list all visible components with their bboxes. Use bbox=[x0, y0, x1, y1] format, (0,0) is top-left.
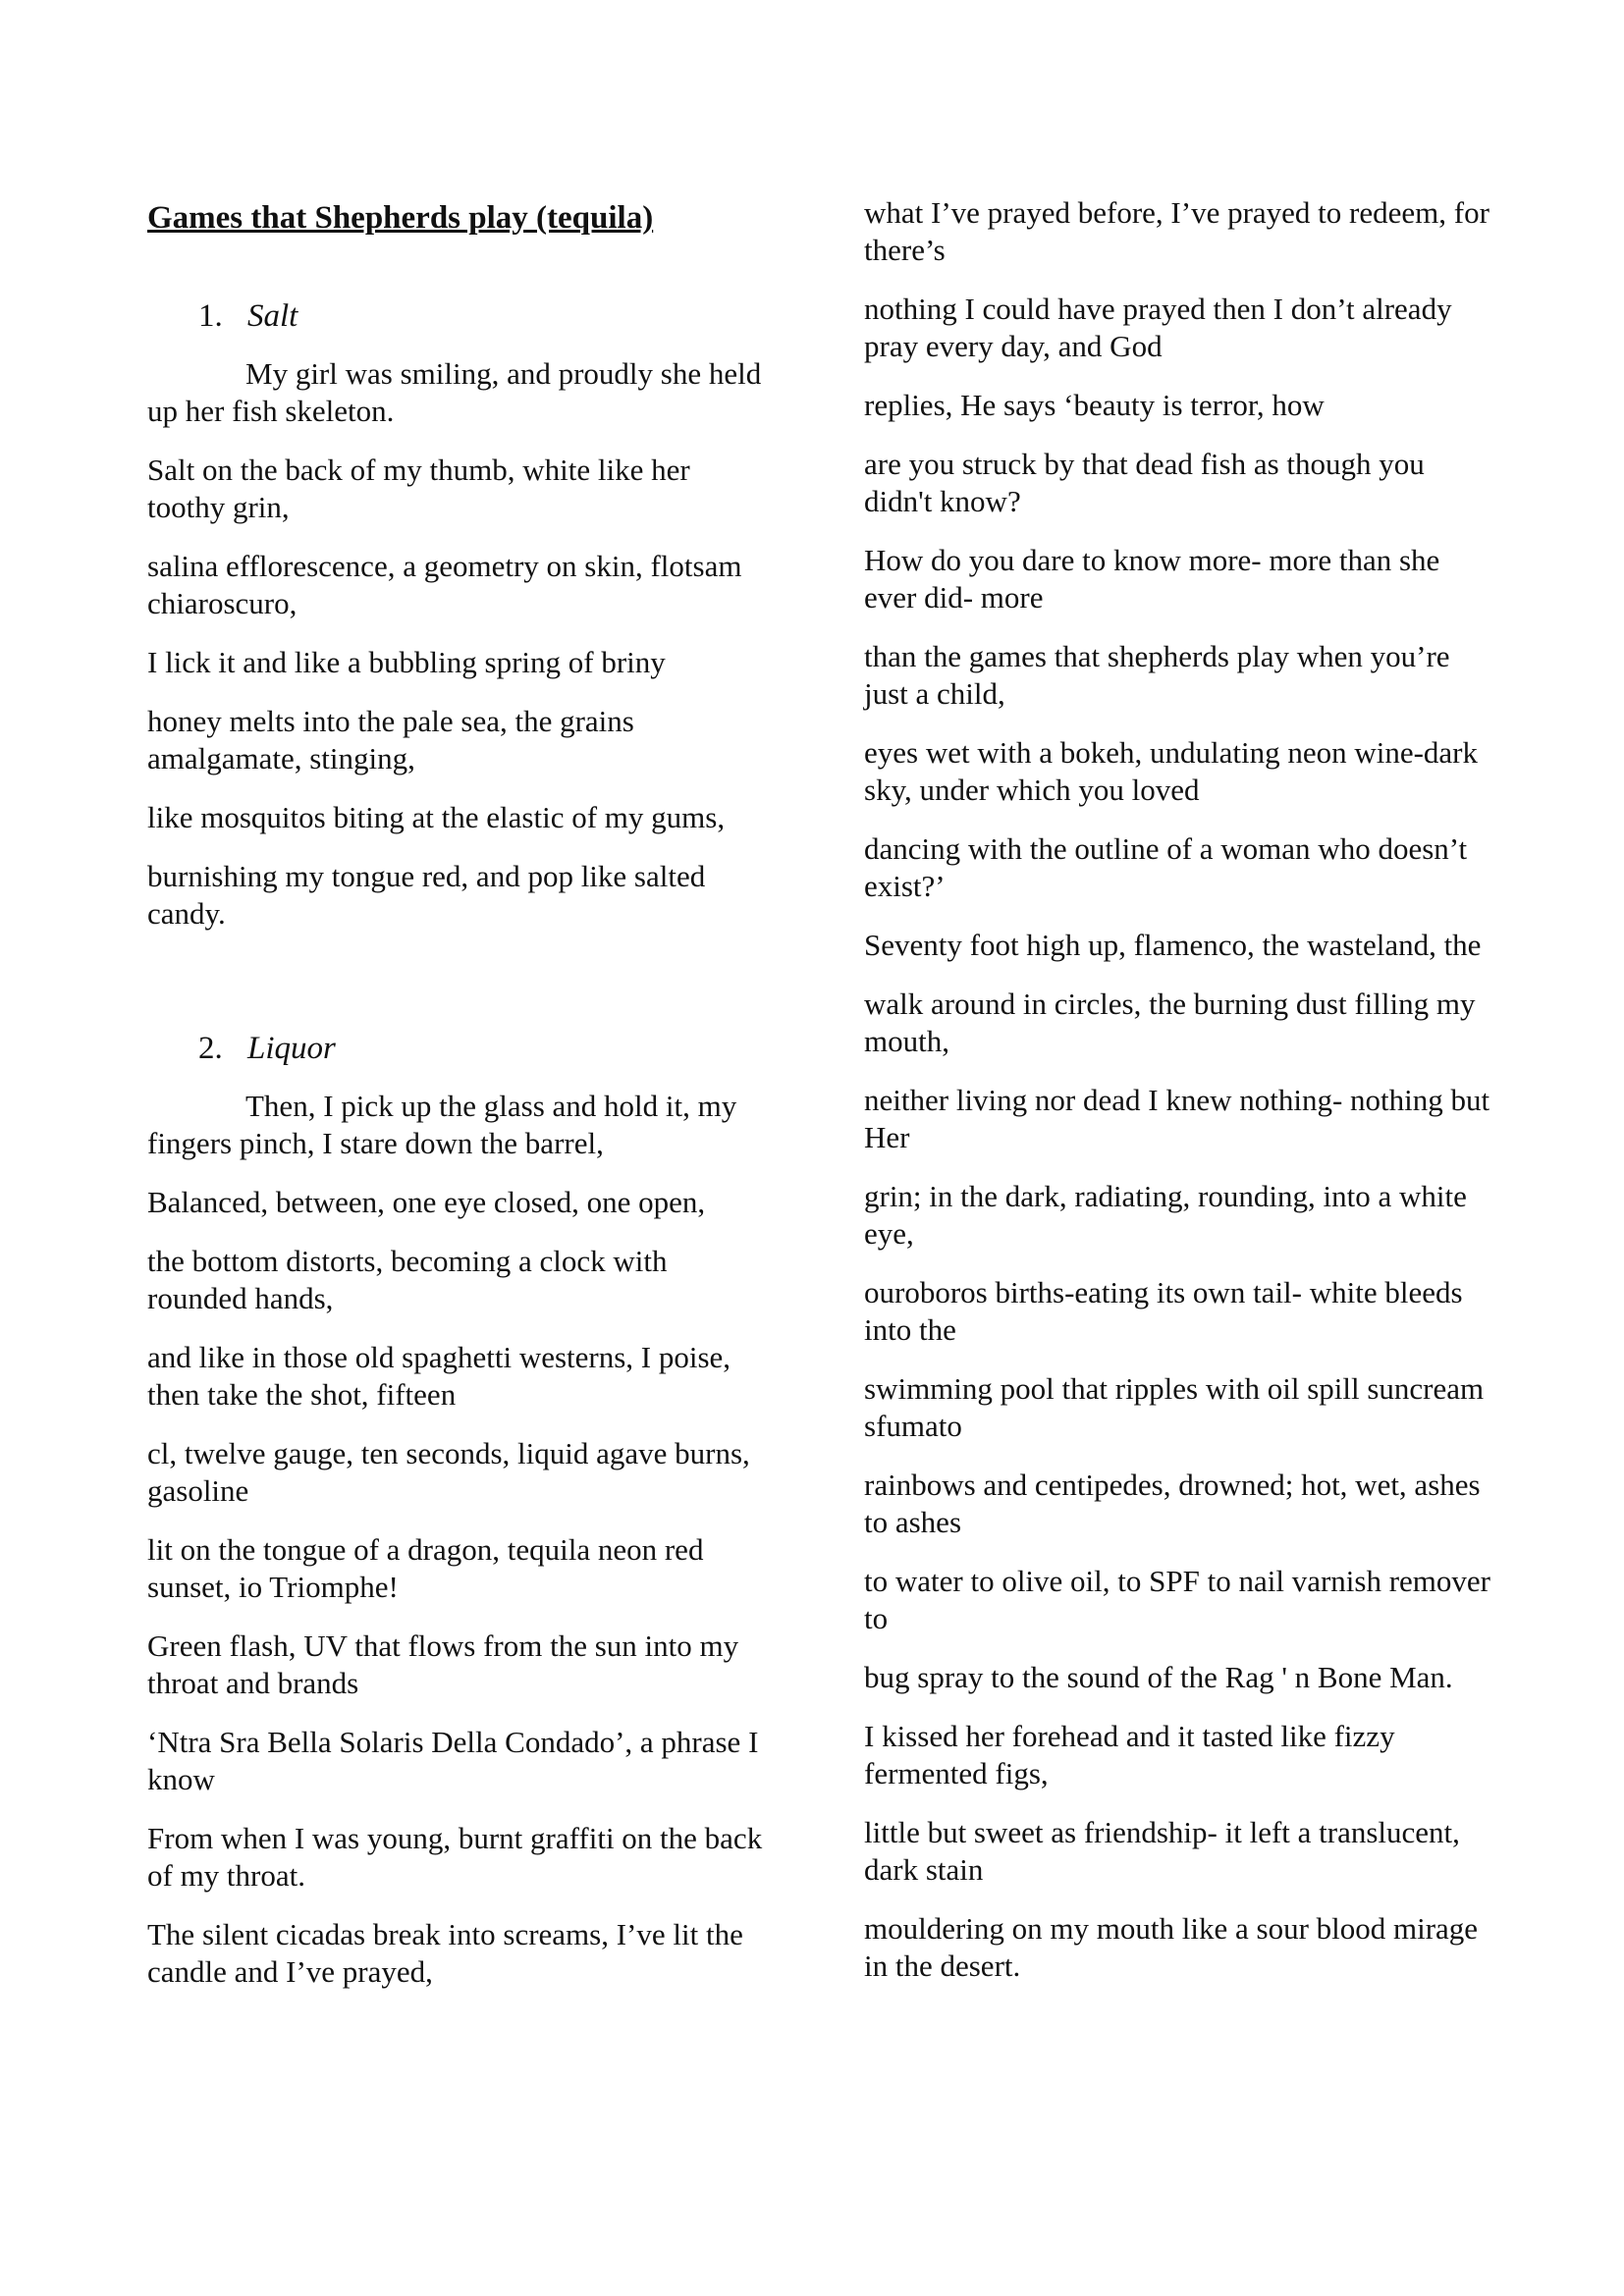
stanza-line: salina efflorescence, a geometry on skin, flotsam chiaroscuro, bbox=[147, 549, 742, 620]
stanza-line: nothing I could have prayed then I don’t already pray every day, and God bbox=[864, 292, 1452, 363]
poem-title: Games that Shepherds play (tequila) bbox=[147, 200, 654, 236]
stanza-line: than the games that shepherds play when you’re just a child, bbox=[864, 639, 1450, 711]
spacer bbox=[147, 954, 766, 1029]
stanza-line: like mosquitos biting at the elastic of my gums, bbox=[147, 800, 726, 834]
stanza-line: and like in those old spaghetti westerns, I poise, then take the shot, fifteen bbox=[147, 1340, 731, 1412]
stanza-line: the bottom distorts, becoming a clock with rounded hands, bbox=[147, 1244, 668, 1315]
section-heading-salt bbox=[147, 296, 766, 336]
stanza-line: Seventy foot high up, flamenco, the wasteland, the bbox=[864, 928, 1482, 962]
stanza-line: what I’ve prayed before, I’ve prayed to redeem, for there’s bbox=[864, 195, 1489, 267]
stanza-line: Salt on the back of my thumb, white like her toothy grin, bbox=[147, 453, 690, 524]
spacer bbox=[147, 336, 766, 355]
stanza-line: honey melts into the pale sea, the grains amalgamate, stinging, bbox=[147, 704, 634, 775]
stanza-line: ouroboros births-eating its own tail- white bleeds into the bbox=[864, 1275, 1463, 1347]
section-heading-liquor bbox=[147, 1029, 766, 1068]
stanza-line: are you struck by that dead fish as though you didn't know? bbox=[864, 447, 1425, 518]
stanza-line: replies, He says ‘beauty is terror, how bbox=[864, 388, 1325, 422]
stanza-line: swimming pool that ripples with oil spill suncream sfumato bbox=[864, 1371, 1485, 1443]
right-column bbox=[864, 194, 1492, 2006]
stanza-line: My girl was smiling, and proudly she held up her fish skeleton. bbox=[147, 356, 762, 428]
stanza-line: Balanced, between, one eye closed, one open, bbox=[147, 1185, 706, 1219]
section-title: Liquor bbox=[247, 1031, 336, 1066]
section-title: Salt bbox=[247, 298, 298, 334]
left-column bbox=[147, 194, 766, 2012]
stanza-line: Then, I pick up the glass and hold it, my fingers pinch, I stare down the barrel, bbox=[147, 1089, 737, 1160]
stanza-line: Green flash, UV that flows from the sun into my throat and brands bbox=[147, 1629, 739, 1700]
stanza-line: bug spray to the sound of the Rag ' n Bone Man. bbox=[864, 1660, 1453, 1694]
stanza-line: dancing with the outline of a woman who doesn’t exist?’ bbox=[864, 831, 1468, 903]
stanza-line: mouldering on my mouth like a sour blood mirage in the desert. bbox=[864, 1911, 1479, 1983]
stanza-line: I kissed her forehead and it tasted like fizzy fermented figs, bbox=[864, 1719, 1395, 1790]
stanza-line: The silent cicadas break into screams, I’ve lit the candle and I’ve prayed, bbox=[147, 1917, 743, 1989]
stanza-line: I lick it and like a bubbling spring of briny bbox=[147, 645, 666, 679]
stanza-line: grin; in the dark, radiating, rounding, into a white eye, bbox=[864, 1179, 1467, 1251]
stanza-line: to water to olive oil, to SPF to nail varnish remover to bbox=[864, 1564, 1490, 1635]
section-number: 1. bbox=[198, 298, 223, 334]
stanza-line: little but sweet as friendship- it left a translucent, dark stain bbox=[864, 1815, 1460, 1887]
stanza-line: neither living nor dead I knew nothing- nothing but Her bbox=[864, 1083, 1490, 1154]
stanza-line: How do you dare to know more- more than she ever did- more bbox=[864, 543, 1440, 614]
stanza-line: cl, twelve gauge, ten seconds, liquid agave burns, gasoline bbox=[147, 1436, 750, 1508]
stanza-line: ‘Ntra Sra Bella Solaris Della Condado’, a phrase I know bbox=[147, 1725, 759, 1796]
stanza-line: lit on the tongue of a dragon, tequila neon red sunset, io Triomphe! bbox=[147, 1532, 704, 1604]
stanza-line: rainbows and centipedes, drowned; hot, wet, ashes to ashes bbox=[864, 1468, 1481, 1539]
section-number: 2. bbox=[198, 1031, 223, 1066]
stanza-line: burnishing my tongue red, and pop like salted candy. bbox=[147, 859, 706, 931]
spacer bbox=[147, 241, 766, 296]
stanza-line: From when I was young, burnt graffiti on the back of my throat. bbox=[147, 1821, 763, 1893]
stanza-line: walk around in circles, the burning dust filling my mouth, bbox=[864, 987, 1476, 1058]
stanza-line: eyes wet with a bokeh, undulating neon wine-dark sky, under which you loved bbox=[864, 735, 1478, 807]
spacer bbox=[147, 1068, 766, 1088]
